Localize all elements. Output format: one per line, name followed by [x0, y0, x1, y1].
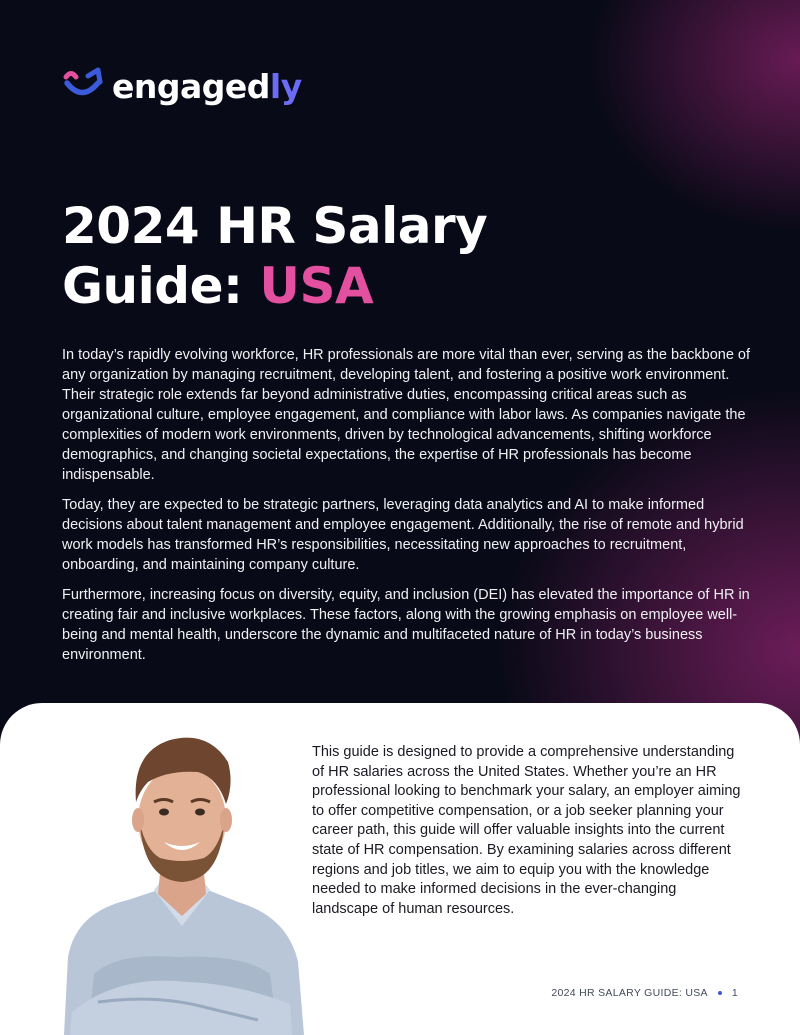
- intro-paragraph-2: Today, they are expected to be strategic partners, leveraging data analytics and AI to make informed decisions about talent management and employee engagement. Additionally, the rise of remote and hybrid work models has transformed HR’s responsibilities, necessitating new approaches to recruitment, onboarding, and maintaining company culture.: [62, 497, 744, 573]
- intro-paragraph-1: In today’s rapidly evolving workforce, HR professionals are more vital than ever, serving as the backbone of any organization by managing recruitment, developing talent, and fostering a positive work environment. Their strategic role extends far beyond administrative duties, encompassing critical areas such as organizational culture, employee engagement, and compliance with labor laws. As companies navigate the complexities of modern work environments, driven by technological advancements, shifting workforce demographics, and changing societal expectations, the expertise of HR professionals has become indispensable.: [62, 347, 751, 483]
- page-title: [62, 196, 487, 316]
- page-footer: [551, 987, 738, 999]
- smile-arrow-logo-icon: [62, 66, 106, 106]
- page-number: 1: [731, 987, 738, 999]
- title-line-2-prefix: Guide:: [62, 257, 260, 315]
- title-line-1: 2024 HR Salary: [62, 197, 488, 255]
- intro-paragraph-3: Furthermore, increasing focus on diversity, equity, and inclusion (DEI) has elevated the importance of HR in creating fair and inclusive workplaces. These factors, along with the growing emphasis on employee well-being and mental health, underscore the dynamic and multifaceted nature of HR in today’s business environment.: [62, 587, 750, 663]
- brand-wordmark: engagedly: [112, 66, 302, 106]
- guide-description: This guide is designed to provide a comprehensive understanding of HR salaries across the United States. Whether you’re an HR professional looking to benchmark your salary, an employer aiming to offer competitive compensation, or a job seeker planning your career path, this guide will offer valuable insights into the current state of HR compensation. By examining salaries across different regions and job titles, we aim to equip you with the knowledge needed to make informed decisions in the ever-changing landscape of human resources.: [312, 744, 741, 917]
- title-accent: USA: [259, 257, 374, 315]
- intro-text: [62, 345, 752, 675]
- brand-logo: [62, 62, 302, 110]
- footer-label: 2024 HR SALARY GUIDE: USA: [551, 987, 708, 999]
- smiling-man-portrait-icon: [58, 712, 306, 1035]
- footer-separator-dot: [718, 991, 722, 995]
